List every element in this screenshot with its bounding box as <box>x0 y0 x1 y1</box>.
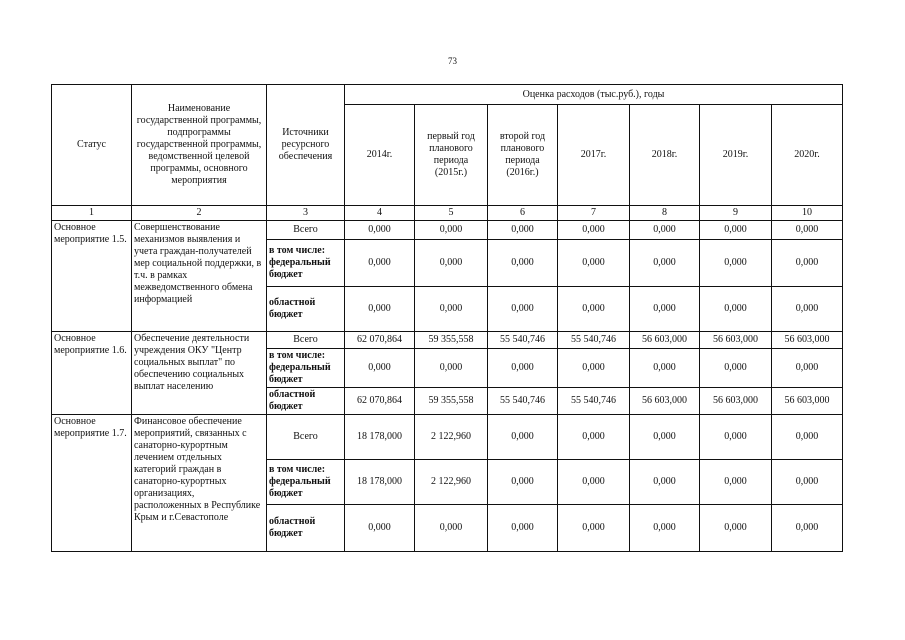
value-cell: 0,000 <box>630 349 700 388</box>
value-cell: 56 603,000 <box>700 332 772 349</box>
value-cell: 0,000 <box>630 505 700 552</box>
column-number: 9 <box>700 206 772 221</box>
value-cell: 0,000 <box>700 460 772 505</box>
value-cell: 0,000 <box>415 505 488 552</box>
value-cell: 0,000 <box>488 240 558 287</box>
column-number: 5 <box>415 206 488 221</box>
value-cell: 56 603,000 <box>630 332 700 349</box>
value-cell: 0,000 <box>345 349 415 388</box>
value-cell: 0,000 <box>700 240 772 287</box>
column-number: 3 <box>267 206 345 221</box>
value-cell: 55 540,746 <box>488 332 558 349</box>
column-number: 4 <box>345 206 415 221</box>
status-cell: Основное мероприятие 1.6. <box>52 332 132 415</box>
value-cell: 0,000 <box>488 221 558 240</box>
header-sources: Источники ресурсного обеспечения <box>267 85 345 206</box>
table-row <box>52 221 843 240</box>
value-cell: 0,000 <box>700 505 772 552</box>
value-cell: 56 603,000 <box>772 332 843 349</box>
value-cell: 0,000 <box>345 221 415 240</box>
program-name-cell: Совершенствование механизмов выявления и учета граждан-получателей мер социальной поддержки, в т.ч. в рамках межведомственного обмена информацией <box>132 221 267 332</box>
status-cell: Основное мероприятие 1.5. <box>52 221 132 332</box>
value-cell: 62 070,864 <box>345 332 415 349</box>
value-cell: 0,000 <box>772 240 843 287</box>
header-name: Наименование государственной программы, подпрограммы государственной программы, ведомственной целевой программы, основного мероприятия <box>132 85 267 206</box>
source-cell: областной бюджет <box>267 388 345 415</box>
column-number: 8 <box>630 206 700 221</box>
header-estimate: Оценка расходов (тыс.руб.), годы <box>345 85 843 105</box>
value-cell: 0,000 <box>558 349 630 388</box>
value-cell: 55 540,746 <box>558 388 630 415</box>
page-number: 73 <box>448 56 457 66</box>
value-cell: 0,000 <box>415 221 488 240</box>
value-cell: 0,000 <box>488 415 558 460</box>
value-cell: 0,000 <box>488 460 558 505</box>
column-number: 7 <box>558 206 630 221</box>
value-cell: 2 122,960 <box>415 460 488 505</box>
header-year: второй год планового периода (2016г.) <box>488 105 558 206</box>
column-number: 1 <box>52 206 132 221</box>
value-cell: 0,000 <box>345 287 415 332</box>
value-cell: 0,000 <box>558 287 630 332</box>
value-cell: 59 355,558 <box>415 388 488 415</box>
value-cell: 18 178,000 <box>345 415 415 460</box>
source-cell: в том числе: федеральный бюджет <box>267 460 345 505</box>
value-cell: 0,000 <box>772 460 843 505</box>
value-cell: 56 603,000 <box>700 388 772 415</box>
value-cell: 0,000 <box>772 221 843 240</box>
value-cell: 0,000 <box>630 221 700 240</box>
header-year: 2014г. <box>345 105 415 206</box>
value-cell: 0,000 <box>558 240 630 287</box>
status-cell: Основное мероприятие 1.7. <box>52 415 132 552</box>
column-number: 2 <box>132 206 267 221</box>
header-year: 2020г. <box>772 105 843 206</box>
column-number: 6 <box>488 206 558 221</box>
value-cell: 0,000 <box>345 505 415 552</box>
program-name-cell: Финансовое обеспечение мероприятий, связанных с санаторно-курортным лечением отдельных категорий граждан в санаторно-курортных организациях, расположенных в Республике Крым и г.Севастополе <box>132 415 267 552</box>
source-cell: областной бюджет <box>267 505 345 552</box>
table-row <box>52 415 843 460</box>
value-cell: 0,000 <box>488 505 558 552</box>
source-cell: Всего <box>267 415 345 460</box>
header-year: 2017г. <box>558 105 630 206</box>
value-cell: 0,000 <box>700 415 772 460</box>
value-cell: 2 122,960 <box>415 415 488 460</box>
value-cell: 0,000 <box>415 349 488 388</box>
value-cell: 0,000 <box>630 240 700 287</box>
value-cell: 0,000 <box>345 240 415 287</box>
table-body <box>52 85 843 552</box>
value-cell: 0,000 <box>772 415 843 460</box>
value-cell: 0,000 <box>415 287 488 332</box>
source-cell: Всего <box>267 332 345 349</box>
source-cell: областной бюджет <box>267 287 345 332</box>
value-cell: 56 603,000 <box>630 388 700 415</box>
value-cell: 0,000 <box>700 287 772 332</box>
budget-table <box>51 84 843 552</box>
value-cell: 0,000 <box>558 221 630 240</box>
value-cell: 0,000 <box>415 240 488 287</box>
source-cell: в том числе: федеральный бюджет <box>267 349 345 388</box>
table-row <box>52 332 843 349</box>
header-year: первый год планового периода (2015г.) <box>415 105 488 206</box>
header-year: 2019г. <box>700 105 772 206</box>
value-cell: 56 603,000 <box>772 388 843 415</box>
column-number: 10 <box>772 206 843 221</box>
header-row-top <box>52 85 843 105</box>
value-cell: 0,000 <box>488 287 558 332</box>
value-cell: 0,000 <box>558 505 630 552</box>
header-year: 2018г. <box>630 105 700 206</box>
value-cell: 0,000 <box>772 349 843 388</box>
value-cell: 0,000 <box>630 287 700 332</box>
value-cell: 0,000 <box>630 415 700 460</box>
value-cell: 62 070,864 <box>345 388 415 415</box>
value-cell: 0,000 <box>558 415 630 460</box>
value-cell: 0,000 <box>772 505 843 552</box>
value-cell: 59 355,558 <box>415 332 488 349</box>
value-cell: 55 540,746 <box>558 332 630 349</box>
value-cell: 0,000 <box>700 349 772 388</box>
value-cell: 0,000 <box>488 349 558 388</box>
header-status: Статус <box>52 85 132 206</box>
value-cell: 18 178,000 <box>345 460 415 505</box>
program-name-cell: Обеспечение деятельности учреждения ОКУ "Центр социальных выплат" по обеспечению социальных выплат населению <box>132 332 267 415</box>
value-cell: 0,000 <box>700 221 772 240</box>
column-numbers-row <box>52 206 843 221</box>
value-cell: 0,000 <box>558 460 630 505</box>
value-cell: 55 540,746 <box>488 388 558 415</box>
value-cell: 0,000 <box>630 460 700 505</box>
source-cell: в том числе: федеральный бюджет <box>267 240 345 287</box>
source-cell: Всего <box>267 221 345 240</box>
value-cell: 0,000 <box>772 287 843 332</box>
